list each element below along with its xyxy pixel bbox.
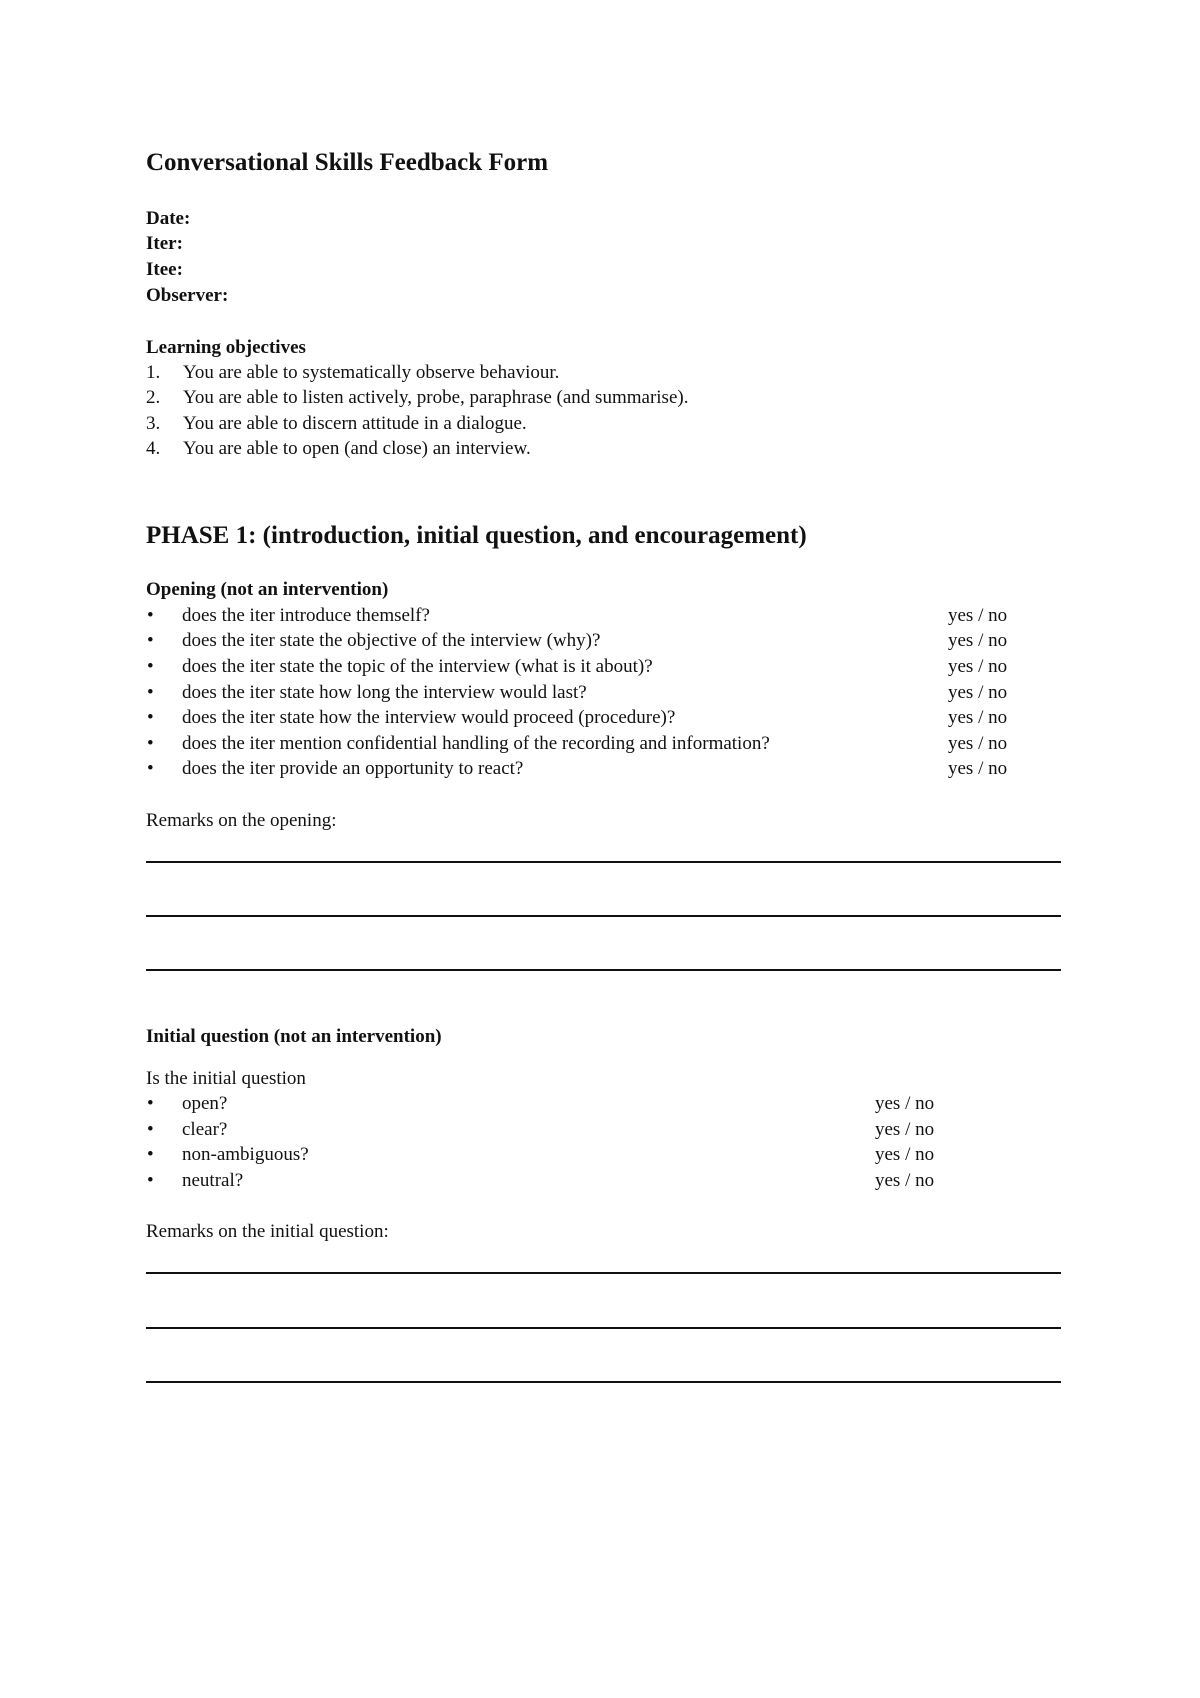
document-title: Conversational Skills Feedback Form [146, 149, 549, 176]
opening-question: does the iter state how long the interview would last? [182, 682, 587, 703]
opening-remarks-line[interactable] [146, 915, 1061, 917]
yes-no-answer: yes / no [948, 733, 1008, 754]
iter-label: Iter: [146, 233, 183, 254]
opening-remarks-line[interactable] [146, 861, 1061, 863]
initial-question-remarks-line[interactable] [146, 1272, 1061, 1274]
bullet-marker: • [147, 1144, 154, 1165]
bullet-marker: • [147, 682, 154, 703]
opening-question: does the iter introduce themself? [182, 605, 430, 626]
opening-question: does the iter mention confidential handling of the recording and information? [182, 733, 770, 754]
itee-label: Itee: [146, 259, 183, 280]
yes-no-answer: yes / no [875, 1144, 935, 1165]
yes-no-answer: yes / no [948, 656, 1008, 677]
objective-text: You are able to listen actively, probe, paraphrase (and summarise). [183, 387, 689, 408]
bullet-marker: • [147, 1170, 154, 1191]
opening-question: does the iter provide an opportunity to react? [182, 758, 524, 779]
bullet-marker: • [147, 630, 154, 651]
initial-question-criterion: neutral? [182, 1170, 244, 1191]
bullet-marker: • [147, 605, 154, 626]
bullet-marker: • [147, 733, 154, 754]
initial-question-heading: Initial question (not an intervention) [146, 1026, 442, 1047]
observer-label: Observer: [146, 285, 229, 306]
opening-heading: Opening (not an intervention) [146, 579, 389, 600]
initial-question-criterion: non-ambiguous? [182, 1144, 309, 1165]
objective-text: You are able to open (and close) an interview. [183, 438, 531, 459]
bullet-marker: • [147, 1119, 154, 1140]
objective-number: 2. [146, 387, 161, 408]
yes-no-answer: yes / no [948, 630, 1008, 651]
initial-question-intro: Is the initial question [146, 1068, 306, 1089]
date-label: Date: [146, 208, 191, 229]
yes-no-answer: yes / no [948, 682, 1008, 703]
objective-text: You are able to systematically observe behaviour. [183, 362, 560, 383]
bullet-marker: • [147, 758, 154, 779]
opening-question: does the iter state the objective of the interview (why)? [182, 630, 601, 651]
initial-question-remarks-line[interactable] [146, 1327, 1061, 1329]
learning-objectives-heading: Learning objectives [146, 337, 306, 358]
opening-question: does the iter state the topic of the interview (what is it about)? [182, 656, 653, 677]
bullet-marker: • [147, 656, 154, 677]
phase-1-title: PHASE 1: (introduction, initial question, and encouragement) [146, 522, 807, 549]
yes-no-answer: yes / no [948, 707, 1008, 728]
initial-question-remarks-line[interactable] [146, 1381, 1061, 1383]
initial-question-criterion: open? [182, 1093, 228, 1114]
initial-question-remarks-label: Remarks on the initial question: [146, 1221, 389, 1242]
objective-text: You are able to discern attitude in a dialogue. [183, 413, 527, 434]
opening-question: does the iter state how the interview would proceed (procedure)? [182, 707, 676, 728]
yes-no-answer: yes / no [948, 605, 1008, 626]
yes-no-answer: yes / no [875, 1093, 935, 1114]
initial-question-criterion: clear? [182, 1119, 228, 1140]
yes-no-answer: yes / no [948, 758, 1008, 779]
objective-number: 4. [146, 438, 161, 459]
yes-no-answer: yes / no [875, 1119, 935, 1140]
objective-number: 3. [146, 413, 161, 434]
yes-no-answer: yes / no [875, 1170, 935, 1191]
opening-remarks-label: Remarks on the opening: [146, 810, 337, 831]
bullet-marker: • [147, 1093, 154, 1114]
objective-number: 1. [146, 362, 161, 383]
opening-remarks-line[interactable] [146, 969, 1061, 971]
bullet-marker: • [147, 707, 154, 728]
